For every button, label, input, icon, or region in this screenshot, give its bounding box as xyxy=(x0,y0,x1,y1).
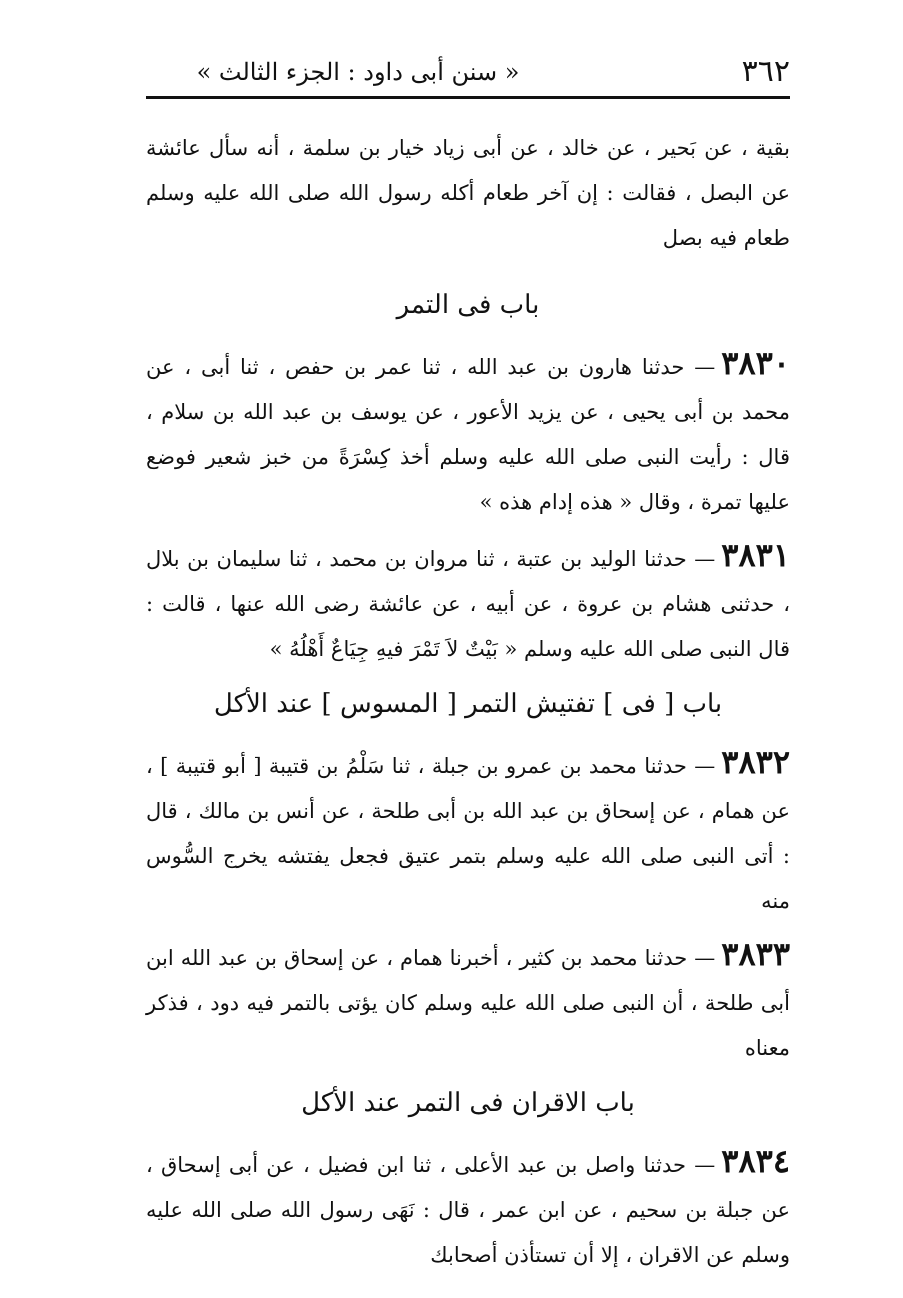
hadith-number: ٣٨٣٤ xyxy=(721,1142,790,1180)
hadith-number: ٣٨٣١ xyxy=(721,536,790,574)
chapter-heading: باب فى التمر xyxy=(396,290,540,320)
hadith-entry xyxy=(146,1139,790,1278)
hadith-number: ٣٨٣٢ xyxy=(721,743,790,781)
hadith-entry xyxy=(146,341,790,525)
page-number: ٣٦٢ xyxy=(741,54,790,89)
page-content xyxy=(146,126,790,1286)
hadith-number: ٣٨٣٠ xyxy=(721,344,790,382)
hadith-entry xyxy=(146,533,790,672)
chapter-section xyxy=(146,680,790,1071)
hadith-number: ٣٨٣٣ xyxy=(721,935,790,973)
hadith-entry xyxy=(146,740,790,924)
chapter-section xyxy=(146,281,790,672)
hadith-entry xyxy=(146,932,790,1071)
hadith-text: — حدثنا الوليد بن عتبة ، ثنا مروان بن محمد ، ثنا سليمان بن بلال ، حدثنى هشام بن عروة ، عن أبيه ، عن عائشة رضى الله عنها ، قالت : قال النبى صلى الله عليه وسلم « بَيْتٌ لاَ تَمْرَ فيهِ جِيَاعٌ أَهْلُهُ » xyxy=(146,547,790,661)
page-header xyxy=(146,52,790,92)
chapter-section xyxy=(146,1079,790,1278)
running-title: « سنن أبى داود : الجزء الثالث » xyxy=(196,58,520,86)
header-rule xyxy=(146,96,790,99)
hadith-text: — حدثنا محمد بن عمرو بن جبلة ، ثنا سَلْمُ بن قتيبة [ أبو قتيبة ] ، عن همام ، عن إسحاق بن عبد الله بن أبى طلحة ، عن أنس بن مالك ، قال : أتى النبى صلى الله عليه وسلم بتمر عتيق فجعل يفتشه يخرج السُّوس منه xyxy=(146,754,790,913)
chapter-heading: باب الاقران فى التمر عند الأكل xyxy=(301,1088,635,1118)
chapter-heading: باب [ فى ] تفتيش التمر [ المسوس ] عند الأكل xyxy=(213,689,723,719)
hadith-text: — حدثنا واصل بن عبد الأعلى ، ثنا ابن فضيل ، عن أبى إسحاق ، عن جبلة بن سحيم ، عن ابن عمر ، قال : نَهَى رسول الله صلى الله عليه وسلم عن الاقران ، إلا أن تستأذن أصحابك xyxy=(146,1153,790,1267)
hadith-text: — حدثنا هارون بن عبد الله ، ثنا عمر بن حفص ، ثنا أبى ، عن محمد بن أبى يحيى ، عن يزيد الأعور ، عن يوسف بن عبد الله بن سلام ، قال : رأيت النبى صلى الله عليه وسلم أخذ كِسْرَةً من خبز شعير فوضع عليها تمرة ، وقال « هذه إدام هذه » xyxy=(146,355,790,514)
hadith-text: — حدثنا محمد بن كثير ، أخبرنا همام ، عن إسحاق بن عبد الله ابن أبى طلحة ، أن النبى صلى الله عليه وسلم كان يؤتى بالتمر فيه دود ، فذكر معناه xyxy=(146,946,790,1060)
intro-paragraph: بقية ، عن بَحير ، عن خالد ، عن أبى زياد خيار بن سلمة ، أنه سأل عائشة عن البصل ، فقالت : إن آخر طعام أكله رسول الله صلى الله عليه وسلم طعام فيه بصل xyxy=(146,136,790,250)
